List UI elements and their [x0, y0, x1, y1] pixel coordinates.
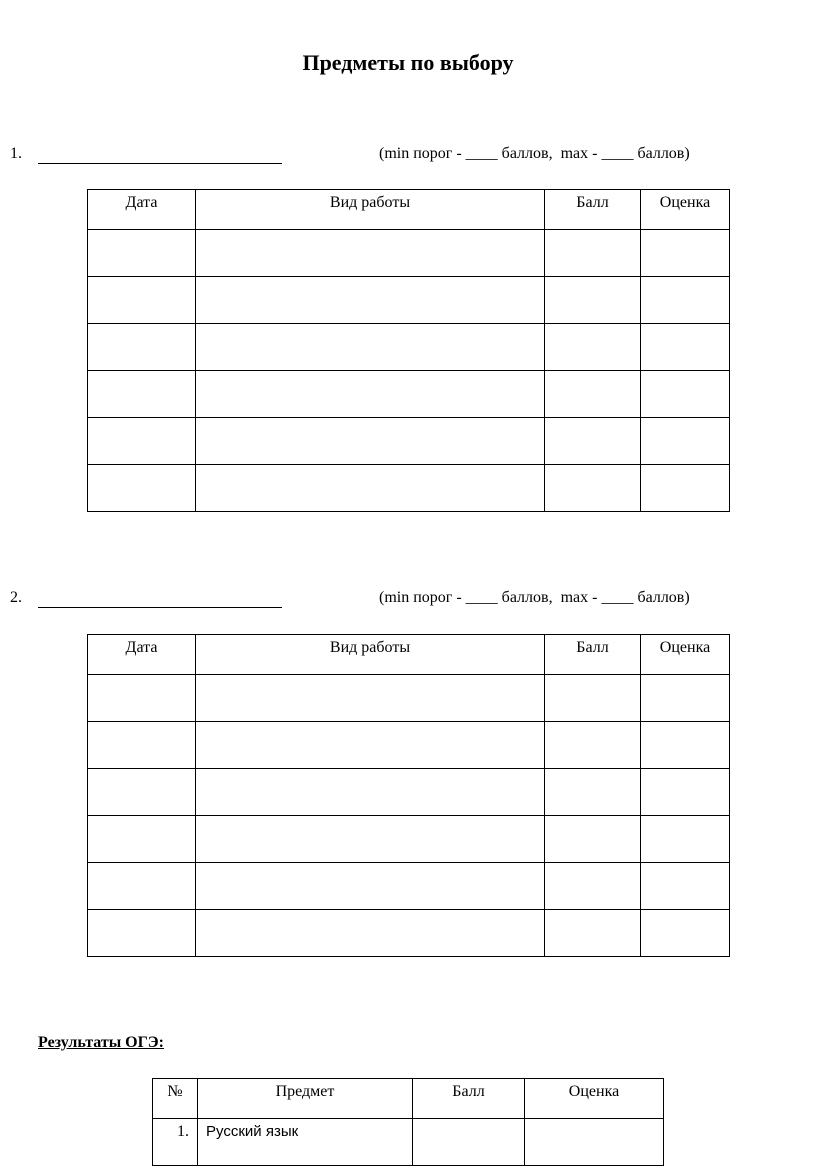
grade-cell[interactable] [641, 769, 730, 816]
table-row [88, 910, 730, 957]
table-header-row [88, 190, 730, 230]
score-range-text: (min порог - ____ баллов, max - ____ баллов) [379, 589, 690, 606]
score-cell[interactable] [545, 371, 641, 418]
grade-table-2 [87, 634, 730, 957]
subject-line-1 [10, 145, 750, 167]
work-type-cell[interactable] [196, 769, 545, 816]
grade-cell[interactable] [641, 324, 730, 371]
score-cell[interactable] [545, 769, 641, 816]
score-cell[interactable] [545, 324, 641, 371]
table-row [88, 418, 730, 465]
date-cell[interactable] [88, 816, 196, 863]
score-cell[interactable] [545, 230, 641, 277]
score-range-text: (min порог - ____ баллов, max - ____ баллов) [379, 145, 690, 162]
grade-cell[interactable] [641, 230, 730, 277]
table-row [88, 722, 730, 769]
score-cell[interactable] [545, 722, 641, 769]
date-cell[interactable] [88, 371, 196, 418]
score-cell[interactable] [545, 418, 641, 465]
work-type-cell[interactable] [196, 230, 545, 277]
grade-cell[interactable] [641, 675, 730, 722]
header-work-type: Вид работы [196, 190, 545, 230]
work-type-cell[interactable] [196, 910, 545, 957]
table-row [88, 230, 730, 277]
work-type-cell[interactable] [196, 418, 545, 465]
table-row [88, 675, 730, 722]
work-type-cell[interactable] [196, 863, 545, 910]
date-cell[interactable] [88, 418, 196, 465]
score-cell[interactable] [545, 816, 641, 863]
table-row [88, 277, 730, 324]
header-grade: Оценка [641, 190, 730, 230]
subject-name-blank[interactable] [38, 607, 282, 608]
subject-name-blank[interactable] [38, 163, 282, 164]
date-cell[interactable] [88, 863, 196, 910]
grade-cell[interactable] [525, 1119, 664, 1166]
header-date: Дата [88, 190, 196, 230]
work-type-cell[interactable] [196, 371, 545, 418]
grade-cell[interactable] [641, 910, 730, 957]
work-type-cell[interactable] [196, 324, 545, 371]
header-subject: Предмет [198, 1079, 413, 1119]
date-cell[interactable] [88, 769, 196, 816]
header-date: Дата [88, 635, 196, 675]
subject-name: Русский язык [198, 1119, 413, 1166]
header-score: Балл [545, 190, 641, 230]
row-number: 1. [153, 1119, 198, 1166]
header-score: Балл [413, 1079, 525, 1119]
header-grade: Оценка [641, 635, 730, 675]
grade-cell[interactable] [641, 418, 730, 465]
date-cell[interactable] [88, 277, 196, 324]
table-header-row [88, 635, 730, 675]
table-header-row [153, 1079, 664, 1119]
subject-line-2 [10, 589, 750, 611]
work-type-cell[interactable] [196, 675, 545, 722]
grade-cell[interactable] [641, 816, 730, 863]
table-row [153, 1119, 664, 1166]
table-row [88, 465, 730, 512]
table-row [88, 769, 730, 816]
date-cell[interactable] [88, 675, 196, 722]
table-row [88, 371, 730, 418]
header-score: Балл [545, 635, 641, 675]
work-type-cell[interactable] [196, 722, 545, 769]
date-cell[interactable] [88, 324, 196, 371]
table-row [88, 863, 730, 910]
grade-cell[interactable] [641, 722, 730, 769]
header-number: № [153, 1079, 198, 1119]
score-cell[interactable] [545, 465, 641, 512]
score-cell[interactable] [545, 277, 641, 324]
date-cell[interactable] [88, 465, 196, 512]
work-type-cell[interactable] [196, 465, 545, 512]
page-title: Предметы по выбору [302, 50, 514, 75]
date-cell[interactable] [88, 230, 196, 277]
table-row [88, 816, 730, 863]
grade-table-1 [87, 189, 730, 512]
grade-cell[interactable] [641, 465, 730, 512]
date-cell[interactable] [88, 910, 196, 957]
grade-cell[interactable] [641, 863, 730, 910]
date-cell[interactable] [88, 722, 196, 769]
work-type-cell[interactable] [196, 816, 545, 863]
results-heading: Результаты ОГЭ: [38, 1034, 164, 1051]
score-cell[interactable] [545, 863, 641, 910]
grade-cell[interactable] [641, 371, 730, 418]
subject-number: 1. [10, 145, 22, 162]
score-cell[interactable] [545, 910, 641, 957]
subject-number: 2. [10, 589, 22, 606]
score-cell[interactable] [413, 1119, 525, 1166]
table-row [88, 324, 730, 371]
header-work-type: Вид работы [196, 635, 545, 675]
header-grade: Оценка [525, 1079, 664, 1119]
work-type-cell[interactable] [196, 277, 545, 324]
score-cell[interactable] [545, 675, 641, 722]
grade-cell[interactable] [641, 277, 730, 324]
results-table [152, 1078, 664, 1166]
